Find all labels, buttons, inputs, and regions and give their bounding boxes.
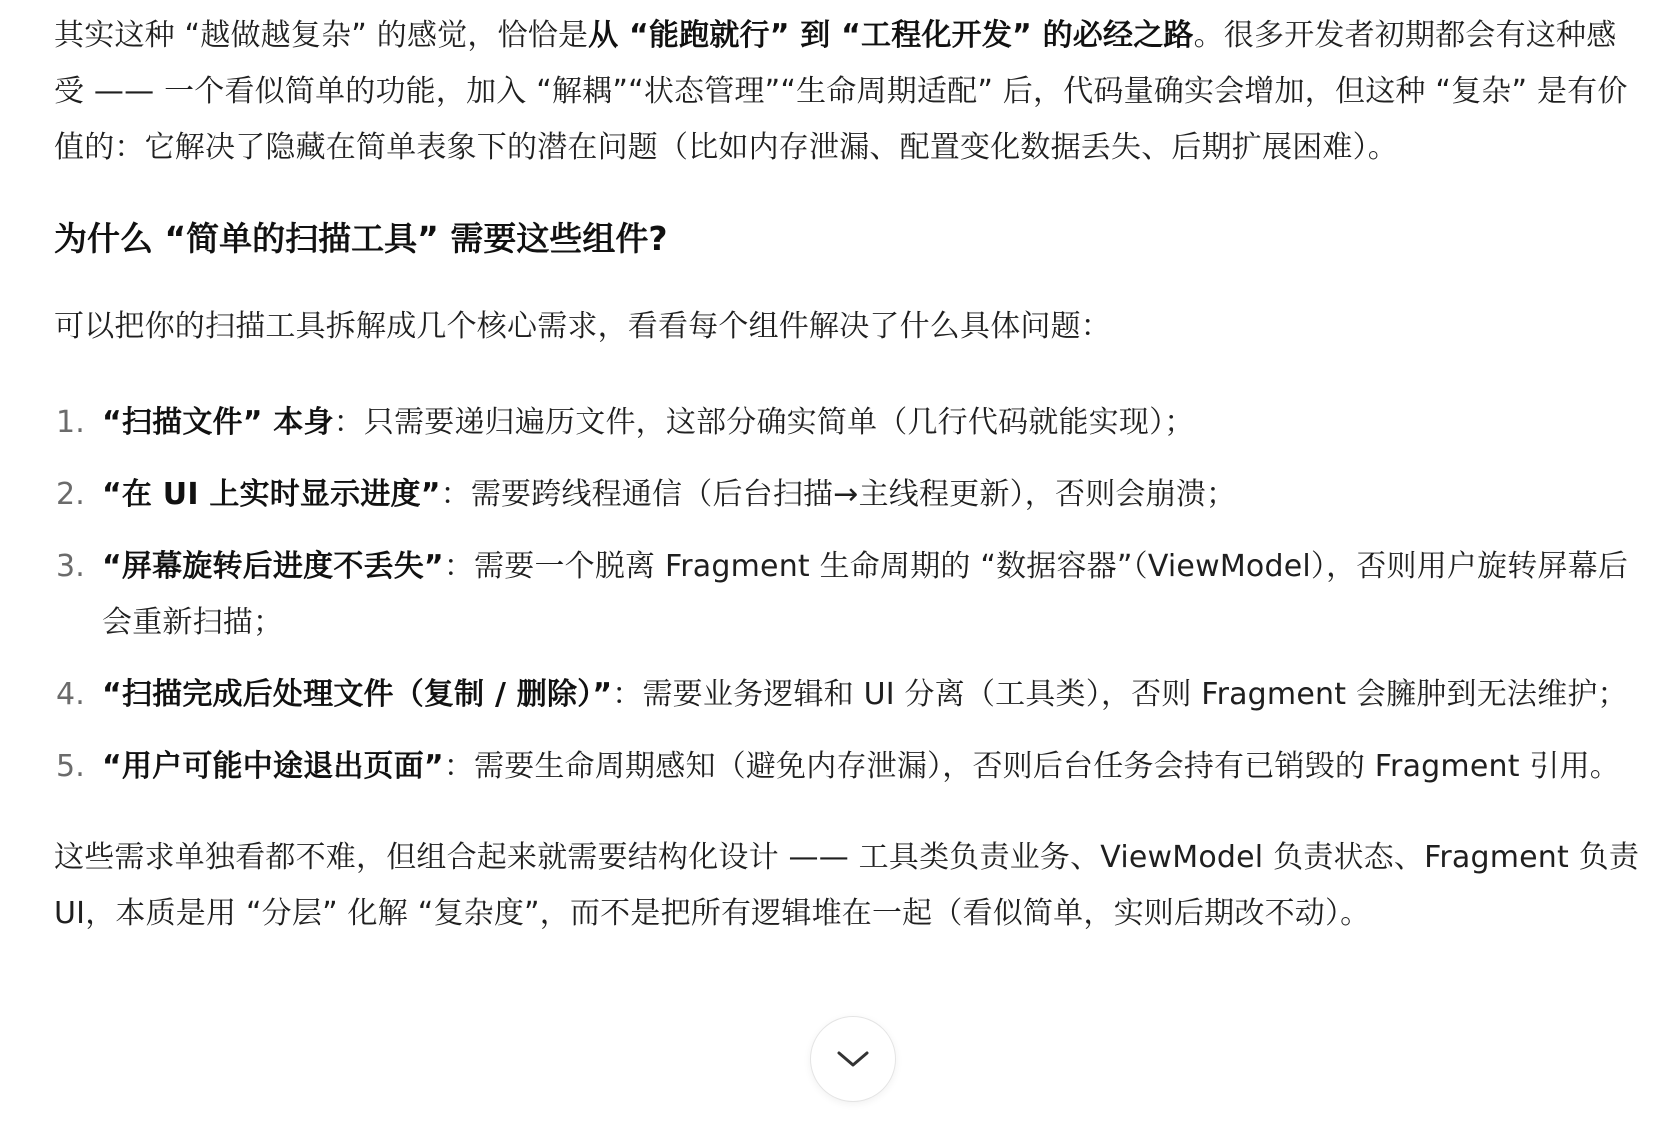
- intro-paragraph: [54, 0, 1646, 176]
- list-item-title: “扫描文件” 本身: [102, 405, 334, 440]
- list-item-number: 3.: [56, 549, 86, 584]
- outro-paragraph: 这些需求单独看都不难，但组合起来就需要结构化设计 —— 工具类负责业务、ViewModel 负责状态、Fragment 负责 UI，本质是用 “分层” 化解 “复杂度”，而不是把所有逻辑堆在一起（看似简单，实则后期改不动）。: [54, 840, 1640, 931]
- list-item-number: 4.: [56, 677, 86, 712]
- list-item-number: 1.: [56, 405, 86, 440]
- list-item: [54, 539, 1646, 651]
- intro-text-1: 其实这种 “越做越复杂” 的感觉，恰恰是: [54, 18, 589, 53]
- list-item-number: 2.: [56, 477, 86, 512]
- needs-list: [54, 395, 1646, 795]
- list-item-title: “用户可能中途退出页面”: [102, 749, 444, 784]
- list-item-title: “扫描完成后处理文件（复制 / 删除）”: [102, 677, 613, 712]
- intro-bold-text: 从 “能跑就行” 到 “工程化开发” 的必经之路: [588, 18, 1194, 53]
- list-item: [54, 395, 1646, 451]
- message-content: [54, 0, 1646, 942]
- list-item-desc: ：需要业务逻辑和 UI 分离（工具类），否则 Fragment 会臃肿到无法维护；: [612, 677, 1628, 712]
- list-item: [54, 667, 1646, 723]
- list-item-desc: ：需要一个脱离 Fragment 生命周期的 “数据容器”（ViewModel），否则用户旋转屏幕后会重新扫描；: [102, 549, 1629, 640]
- list-item: [54, 739, 1646, 795]
- list-item-desc: ：需要跨线程通信（后台扫描→主线程更新），否则会崩溃；: [440, 477, 1237, 512]
- chevron-down-icon: [836, 1049, 870, 1069]
- list-item-title: “在 UI 上实时显示进度”: [102, 477, 441, 512]
- list-item-number: 5.: [56, 749, 86, 784]
- intro-text-2: 。很多开发者初期都会有这种感受 —— 一个看似简单的功能，加入 “解耦”“状态管理”“生命周期适配” 后，代码量确实会增加，但这种 “复杂” 是有价值的：它解决了隐藏在简单表象下的潜在问题（比如内存泄漏、配置变化数据丢失、后期扩展困难）。: [54, 18, 1628, 165]
- list-item-desc: ：需要生命周期感知（避免内存泄漏），否则后台任务会持有已销毁的 Fragment 引用。: [443, 749, 1621, 784]
- list-item: [54, 467, 1646, 523]
- section-heading: 为什么 “简单的扫描工具” 需要这些组件?: [54, 219, 668, 258]
- lead-paragraph: 可以把你的扫描工具拆解成几个核心需求，看看每个组件解决了什么具体问题：: [54, 309, 1111, 344]
- scroll-to-bottom-button[interactable]: [810, 1016, 896, 1102]
- list-item-title: “屏幕旋转后进度不丢失”: [102, 549, 444, 584]
- list-item-desc: ：只需要递归遍历文件，这部分确实简单（几行代码就能实现）；: [333, 405, 1195, 440]
